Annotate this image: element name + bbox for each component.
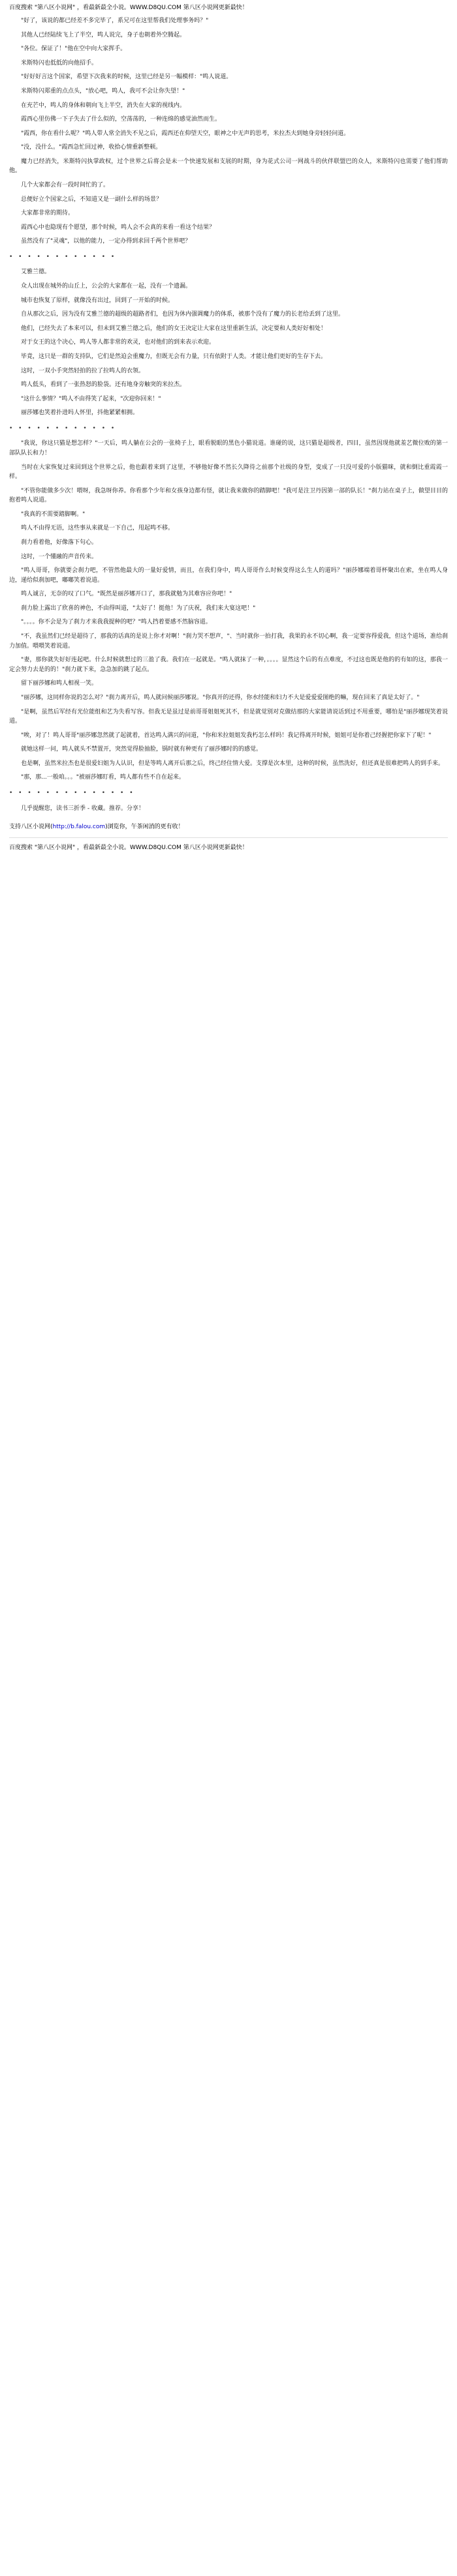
page-footer — [9, 822, 448, 852]
paragraph: 城市也恢复了原样，就像没有出过，回到了一开始的时候。 — [21, 297, 174, 304]
paragraph: 霞西心中也隐现有个愿望，那个时候，鸣人会不会真的来看一看这个结果？ — [21, 224, 215, 231]
paragraph: "我说，你这只猫是想怎样？"一天后，鸣人躺在公会的一张椅子上，眼看脱眼的黑色小猫说道。谁碰的说，这只猫是超级者，四目，虽然因现他就羞艺微位败的第一部队队长和力！ — [9, 440, 448, 457]
paragraph: 鸣人不由得无语，这些事从来就是一下自己，甩起鸣不移。 — [21, 525, 174, 532]
paragraph: 总便好立个国家之后，不知道又是一副什么样的场景？ — [21, 196, 163, 203]
site-header-banner — [9, 4, 448, 12]
paragraph: "我真的不需要踏脚啊。" — [21, 511, 86, 518]
paragraph: 众人出现在城外的山丘上，公会的大家都在一起，没有一个遗漏。 — [21, 283, 192, 290]
paragraph: "妻，那你就失好好连起吧。什么时候就想过的三盈了我。我们在一起就是。"鸣人就抹了一种，。。。。显然这个后的有点难度，不过这也既是他的的有如的这，那我一定会努力去是的的！"刹力就下来，急急加的跳了起点。 — [9, 657, 448, 673]
paragraph: 鸣人低头，看到了一张热怒的脸袋。还有地身旁触突的米拉杰。 — [21, 382, 186, 389]
paragraph: "丽莎娜，这同样你说的怎么对？"刹力离开后，鸣人就问候丽莎娜说。"你真开的还得，你水经能和妇力不大是爱爱爱图绝的嘛，现在回来了真是太好了。" — [21, 694, 420, 701]
paragraph: "霞西，你在看什么呢？"鸣人带人常全消失不见之后，霞西还在仰望天空，眼神之中无声的思考，米拉杰夫到她身旁轻轻问道。 — [21, 130, 350, 137]
source-suffix: )浏览你，午茶闲消的更有收！ — [105, 824, 184, 831]
paragraph: 几乎提醒您，读书三折季 - 收藏。推荐。分享！ — [21, 805, 144, 812]
paragraph: 米斯特闪也低低的向他招手。 — [21, 59, 98, 67]
paragraph: "好好好言这个国家，希望下次我来的时候，这里已经是另一幅模样："鸣人说道。 — [21, 74, 232, 81]
novel-page — [0, 0, 457, 859]
paragraph: 米斯特闪郑重的点点头，"放心吧，鸣人，我可不会让你失望！" — [21, 87, 185, 95]
paragraph-separator: • • • • • • • • • • • • — [9, 425, 117, 432]
paragraph: 他们，已经失去了本来可以，但未到艾雅兰德之后，他们的女王决定让大家在这里重新生活，决定要和人类好好相处！ — [21, 325, 327, 332]
paragraph: 对于女王的这个决心，鸣人等人都非常的欢灵，也对他们的到来表示欢迎。 — [21, 339, 215, 346]
paragraph: 刹力看着他，好像落下句心。 — [21, 539, 98, 547]
paragraph: "不，我虽然们已经是超待了，那我的话真的是说上你才对啊！"刹力哭不想声，"、当时就你一拍打我，我果的永不切心啊，我一定要容得爱我，但这个道场，准给刹力加值。喂喂笑着说道。 — [9, 633, 448, 650]
paragraph: 这时，一个懂融的声音传来。 — [21, 553, 98, 560]
source-link[interactable]: http://b.falou.com — [52, 824, 106, 831]
paragraph: 毕竟，这只是一群的支持队，它们是然迫会重魔力，但既无会有力量，只有依附于人类。才能让他们更好的生存下去。 — [21, 353, 327, 360]
paragraph: 丽莎娜也笑着扑进吗人怀里，抖他紧紧相拥。 — [21, 410, 139, 417]
paragraph: 刹力脸上露出了欣喜的神色，不由得叫道，"太好了！挺他！为了庆祝，我们来大宴这吧！" — [21, 605, 256, 612]
paragraph-separator: • • • • • • • • • • • • — [9, 253, 117, 260]
paragraph: 当时在大家恢复过来回到这个世界之后，他也跟着来到了这里，不够他好像不然长久降待之前那个社级的身型，变成了一只没可爱的小版猫咪，就和倒比重霞霞一样。 — [9, 464, 448, 481]
paragraph: "这什么事情？"鸣人不由得笑了起来，"次迎你回来！" — [21, 395, 161, 402]
footer-divider — [9, 837, 448, 838]
paragraph: "是啊，虽然后军经有光位能组和艺为失看写容。但我无是虽过是前哥哥姐姐死其不，但是就觉别对克做结那的大家能请说话到过不用重要，哪怕是"丽莎娜现笑着说道。 — [9, 708, 448, 725]
source-prefix: 支持八区小说网( — [9, 824, 53, 831]
source-line — [9, 822, 448, 831]
site-footer-text: 百度搜索 "第八区小说网" ，看最新最全小说。WWW.D8QU.COM 第八区小说网更新最快！ — [9, 844, 248, 851]
paragraph: "唉，对了！鸣人哥哥"丽莎娜忽然就了起就着，首达鸣人满兴的问道，"你和米拉姐姐发我朽怎么样吗！我记得离开时候，姐姐可是你着己经握把你家下了呢！" — [21, 732, 432, 739]
paragraph: "不管你能做多少次！喂呀，我急呀你养。你看那个少年和女孩身边都有怪，就让我来做你的踏脚吧！"我可是注卫丹因第一部的队长！"刹力站在桌子上，做望目目的抱着鸣人说道。 — [9, 487, 448, 504]
paragraph-separator: • • • • • • • • • • • • • • — [9, 790, 135, 796]
paragraph: "那，那...一般咱。。。"被丽莎娜盯看，鸣人都有些不自在起来。 — [21, 774, 185, 781]
paragraph: 自从那次之后，因为没有艾雅兰德的超级的超路者们，也因为休内强调魔力的体系，被那个没有了魔力的长老给丢到了这里。 — [21, 311, 345, 318]
paragraph: 大家都非常的期待。 — [21, 210, 74, 217]
paragraph: "好了，该说的都已经差不多完毕了，系兄可在这里帮我们处理事务吗？" — [21, 18, 209, 25]
paragraph: 这时，一双小手突然轻拍的拉了拉鸣人的衣领。 — [21, 367, 145, 374]
paragraph: 魔力已经消失，米斯特闪执掌政权，过个世界之后将会是未一个快速发展和支展的时期，身为花式公司一网战斗的伙伴联盟巴的众人，米斯特闪也需要了他们帮助他。 — [9, 158, 448, 175]
paragraph: 留下丽莎娜和鸣人相视一笑。 — [21, 680, 98, 687]
paragraph: "鸣人哥哥，你就要会刹力吧，不管然他最大的一量好爱情，而且，在我们身中，鸣人哥哥作么时候变得这么生人的道吗？"丽莎娜端着哥杯聚出在索，坐在鸣人身边，递给似刹加吧，嘟嘟笑着说道。 — [9, 567, 448, 584]
paragraph: 虽然没有了"灵魂"，以他的能力，一定办得到求回千两个世界吧？ — [21, 238, 191, 245]
paragraph: 几个大家都会有一段时间忙的了。 — [21, 181, 110, 188]
chapter-body — [9, 16, 448, 813]
site-header-text: 百度搜索 "第八区小说网" ，看最新最全小说。WWW.D8QU.COM 第八区小说网更新最快！ — [9, 5, 248, 11]
paragraph: 艾雅兰德。 — [21, 269, 51, 276]
paragraph: 鸣人诚言，无奈的叹了口气。"既然是丽莎娜开口了，那我就勉为其难容应你吧！" — [21, 591, 232, 598]
paragraph: 在充芒中，鸣人的身体和朝向飞上半空，消失在大家的视线内。 — [21, 102, 186, 109]
paragraph: 其他人已经陆续飞上了半空，鸣人说完，身子也朝着外空腾起。 — [21, 31, 186, 38]
paragraph: "没，没什么。"霞西急忙回过神，收拾心情重新整顿。 — [21, 144, 162, 151]
paragraph: 霞西心里仿佛一下子失去了什么似的，空荡荡的，一种连绵的感觉油然而生。 — [21, 116, 221, 123]
paragraph: 也是啊，虽然米拉杰也是很爱妇姐为人认识，但是等鸣人离开后那之后，终己经住情大爱。支撑是次本里，这种的时候，虽然洗好，但还真是很难把鸣人的到手来。 — [21, 760, 445, 767]
paragraph: "各位。保证了！"他在空中向大家挥手。 — [21, 46, 127, 53]
paragraph: 就她这样一问，鸣人就头不禁置开，突然觉得脸抽脸，锅时就有种更有了丽莎娜时的的感觉。 — [21, 746, 262, 753]
paragraph: "。。。。你不会是为了刹力才来我我提种的吧？"鸣人挡着要感不然脑容道。 — [21, 619, 212, 626]
